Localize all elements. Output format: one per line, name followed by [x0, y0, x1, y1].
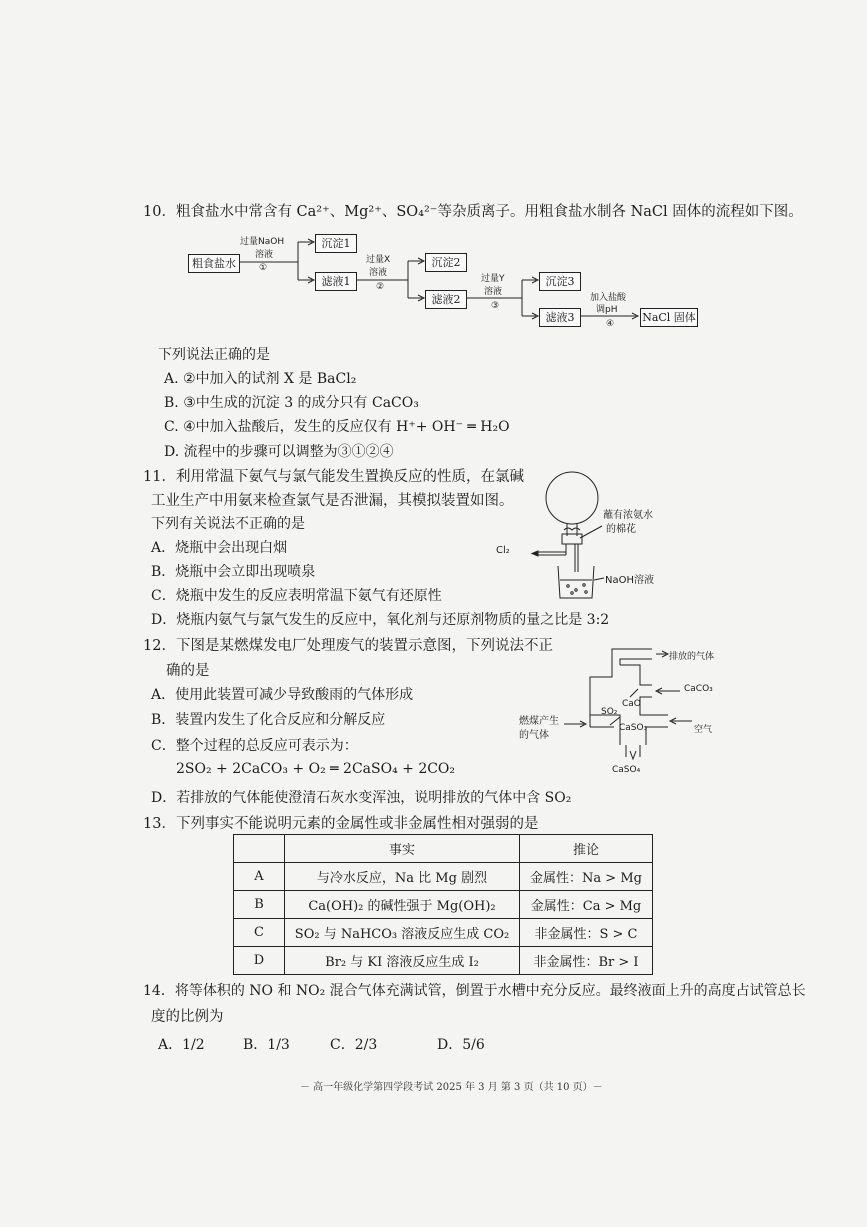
q11-stem-line2: 工业生产中用氨来检查氯气是否泄漏，其模拟装置如图。	[151, 493, 514, 509]
flow-step4-reagent-a: 加入盐酸	[590, 293, 627, 303]
q14-option-c[interactable]: C．2/3	[330, 1037, 378, 1053]
q10-stem: 10．粗食盐水中常含有 Ca²⁺、Mg²⁺、SO₄²⁻等杂质离子。用粗食盐水制各 NaCl 固体的流程如下图。	[143, 204, 803, 220]
q12-label-coal-gas-a: 燃煤产生	[519, 716, 559, 727]
table-cell-fact: Ca(OH)₂ 的碱性强于 Mg(OH)₂	[285, 891, 520, 919]
flow-precip1-box: 沉淀1	[315, 234, 357, 253]
table-cell-inference: 非金属性：Br > I	[520, 947, 653, 975]
q12-option-a[interactable]: A．使用此装置可减少导致酸雨的气体形成	[151, 687, 414, 703]
flow-precip2-box: 沉淀2	[425, 253, 467, 272]
table-cell-inference: 金属性：Ca > Mg	[520, 891, 653, 919]
table-cell-label: A	[234, 863, 285, 891]
flow-step2-number: ②	[376, 282, 385, 292]
flow-step1-reagent-a: 过量NaOH	[240, 237, 285, 247]
page-footer: － 高一年级化学第四学段考试 2025 年 3 月 第 3 页（共 10 页）－	[300, 1082, 603, 1093]
q11-label-cl2: Cl₂	[496, 545, 510, 556]
flow-step2-reagent-a: 过量X	[366, 255, 391, 265]
q13-table	[233, 834, 653, 975]
flow-step3-number: ③	[491, 301, 500, 311]
table-cell-inference: 金属性：Na > Mg	[520, 863, 653, 891]
table-cell-inference: 非金属性：S > C	[520, 919, 653, 947]
table-header-inference: 推论	[520, 835, 653, 863]
table-cell-label: D	[234, 947, 285, 975]
q12-equation: 2SO₂ + 2CaCO₃ + O₂ ═ 2CaSO₄ + 2CO₂	[176, 761, 456, 777]
q10-option-b[interactable]: B. ③中生成的沉淀 3 的成分只有 CaCO₃	[164, 395, 419, 411]
q12-label-so2: SO₂	[601, 707, 618, 717]
q11-stem-line1: 11．利用常温下氨气与氯气能发生置换反应的性质，在氯碱	[143, 469, 524, 485]
q12-option-c[interactable]: C．整个过程的总反应可表示为：	[151, 738, 358, 754]
flow-step2-reagent-b: 溶液	[369, 268, 388, 278]
flow-step3-reagent-a: 过量Y	[481, 274, 505, 284]
q10-option-c[interactable]: C. ④中加入盐酸后，发生的反应仅有 H⁺+ OH⁻ ═ H₂O	[164, 419, 510, 435]
q11-label-cotton-b: 的棉花	[606, 524, 636, 535]
flow-step4-number: ④	[606, 319, 615, 329]
table-row[interactable]	[234, 947, 653, 975]
table-header-fact: 事实	[285, 835, 520, 863]
table-row[interactable]	[234, 919, 653, 947]
table-cell-label: C	[234, 919, 285, 947]
flow-start-box: 粗食盐水	[188, 254, 240, 273]
q10-option-d[interactable]: D. 流程中的步骤可以调整为③①②④	[164, 444, 394, 460]
q12-label-caso4: CaSO₄	[612, 765, 641, 775]
flow-filtrate1-box: 滤液1	[315, 272, 357, 291]
q11-option-c[interactable]: C．烧瓶中发生的反应表明常温下氨气有还原性	[151, 588, 442, 604]
q14-stem-line2: 度的比例为	[151, 1009, 224, 1025]
q12-label-air: 空气	[694, 725, 713, 735]
q11-label-naoh: NaOH溶液	[605, 575, 654, 586]
q11-prompt: 下列有关说法不正确的是	[151, 516, 305, 532]
flow-step1-reagent-b: 溶液	[255, 250, 274, 260]
q12-option-b[interactable]: B．装置内发生了化合反应和分解反应	[151, 712, 386, 728]
flow-step3-reagent-b: 溶液	[484, 287, 503, 297]
table-cell-fact: 与冷水反应，Na 比 Mg 剧烈	[285, 863, 520, 891]
q14-option-d[interactable]: D．5/6	[437, 1037, 485, 1053]
flow-product-box: NaCl 固体	[640, 308, 698, 327]
q12-option-d[interactable]: D．若排放的气体能使澄清石灰水变浑浊，说明排放的气体中含 SO₂	[151, 790, 572, 806]
table-cell-fact: SO₂ 与 NaHCO₃ 溶液反应生成 CO₂	[285, 919, 520, 947]
table-cell-fact: Br₂ 与 KI 溶液反应生成 I₂	[285, 947, 520, 975]
q11-option-a[interactable]: A．烧瓶中会出现白烟	[151, 540, 288, 556]
table-header-row	[234, 835, 653, 863]
flow-filtrate3-box: 滤液3	[539, 308, 581, 327]
q14-stem-line1: 14．将等体积的 NO 和 NO₂ 混合气体充满试管，倒置于水槽中充分反应。最终液面上升的高度占试管总长	[143, 983, 806, 999]
q10-prompt: 下列说法正确的是	[158, 347, 270, 363]
q12-label-cao: CaO	[622, 699, 641, 709]
table-cell-label: B	[234, 891, 285, 919]
table-row[interactable]	[234, 863, 653, 891]
q11-option-b[interactable]: B．烧瓶中会立即出现喷泉	[151, 564, 316, 580]
q14-option-b[interactable]: B．1/3	[243, 1037, 290, 1053]
q14-option-a[interactable]: A．1/2	[158, 1037, 205, 1053]
table-row[interactable]	[234, 891, 653, 919]
q13-stem: 13．下列事实不能说明元素的金属性或非金属性相对强弱的是	[143, 816, 539, 832]
q12-stem-line2: 确的是	[166, 663, 210, 679]
flow-precip3-box: 沉淀3	[539, 272, 581, 291]
flow-filtrate2-box: 滤液2	[425, 290, 467, 309]
q11-label-cotton-a: 蘸有浓氨水	[603, 510, 653, 521]
q12-label-exhaust: 排放的气体	[669, 652, 715, 662]
q10-option-a[interactable]: A. ②中加入的试剂 X 是 BaCl₂	[164, 371, 357, 387]
q12-stem-line1: 12．下图是某燃煤发电厂处理废气的装置示意图，下列说法不正	[143, 638, 553, 654]
q12-label-caco3: CaCO₃	[684, 684, 713, 694]
q12-apparatus-drawing	[560, 645, 720, 780]
table-header-empty	[234, 835, 285, 863]
flow-step4-reagent-b: 调pH	[596, 305, 618, 315]
q11-option-d[interactable]: D．烧瓶内氨气与氯气发生的反应中，氧化剂与还原剂物质的量之比是 3:2	[151, 612, 610, 628]
q12-label-caso3: CaSO₃	[619, 723, 648, 733]
flow-step1-number: ①	[259, 263, 268, 273]
q12-label-coal-gas-b: 的气体	[519, 730, 549, 741]
